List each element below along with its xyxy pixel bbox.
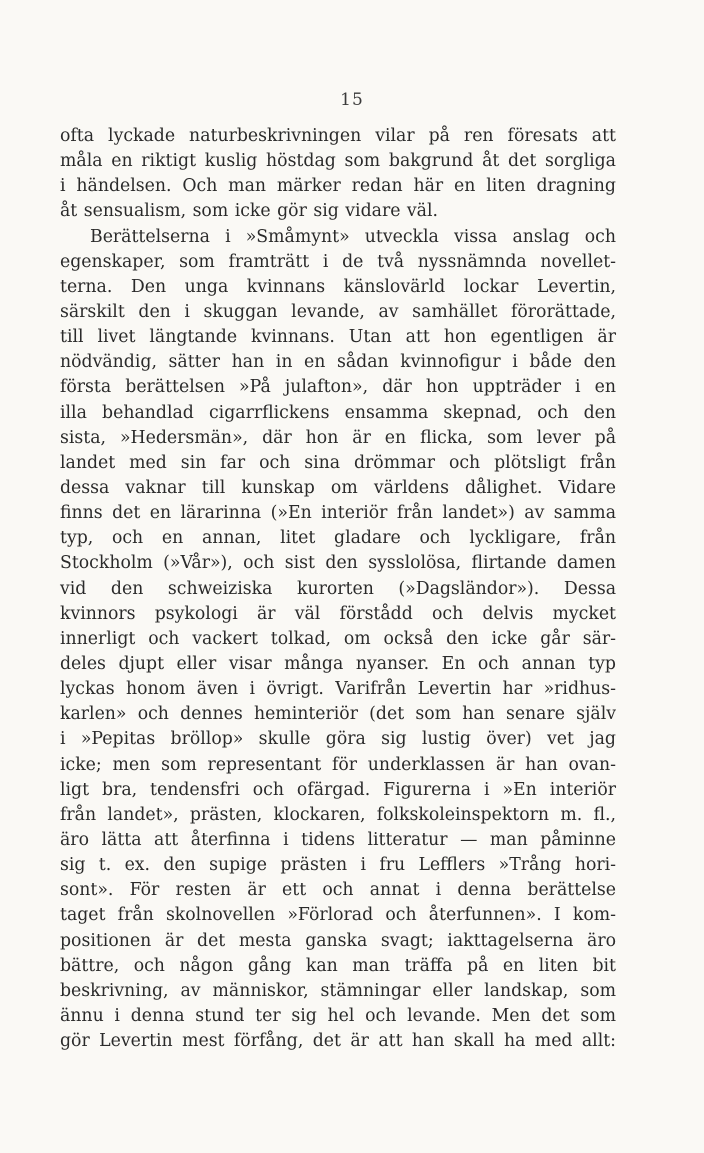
text-line: särskilt den i skuggan levande, av samhället förorättade, (60, 301, 616, 322)
text-line: terna. Den unga kvinnans känslovärld lockar Levertin, (60, 276, 616, 297)
text-line: beskrivning, av människor, stämningar eller landskap, som (60, 980, 616, 1001)
text-line: sont». För resten är ett och annat i denna berättelse (60, 880, 616, 901)
text-line: till livet längtande kvinnans. Utan att hon egentligen är (60, 327, 616, 348)
text-line: egenskaper, som framträtt i de två nyssnämnda novellet- (60, 251, 616, 272)
text-line: i händelsen. Och man märker redan här en liten dragning (60, 176, 616, 197)
text-line: Stockholm (»Vår»), och sist den sysslolösa, flirtande damen (60, 553, 616, 574)
text-line: landet med sin far och sina drömmar och plötsligt från (60, 452, 616, 473)
text-line: illa behandlad cigarrflickens ensamma skepnad, och den (60, 402, 616, 423)
text-line: äro lätta att återfinna i tidens litteratur — man påminne (60, 829, 616, 850)
text-line: första berättelsen »På julafton», där hon uppträder i en (60, 377, 616, 398)
text-line: i »Pepitas bröllop» skulle göra sig lustig över) vet jag (60, 729, 616, 750)
text-line: ofta lyckade naturbeskrivningen vilar på ren föresats att (60, 126, 616, 146)
text-line: ännu i denna stund ter sig hel och levande. Men det som (60, 1005, 616, 1026)
text-line: typ, och en annan, litet gladare och lyckligare, från (60, 528, 616, 549)
text-line: lyckas honom även i övrigt. Varifrån Levertin har »ridhus- (60, 679, 616, 700)
text-line: ligt bra, tendensfri och ofärgad. Figurerna i »En interiör (60, 779, 616, 800)
text-line: måla en riktigt kuslig höstdag som bakgrund åt det sorgliga (60, 151, 616, 172)
text-line: taget från skolnovellen »Förlorad och återfunnen». I kom- (60, 905, 616, 926)
text-line: finns det en lärarinna (»En interiör från landet») av samma (60, 503, 616, 524)
text-line: vid den schweiziska kurorten (»Dagsländor»). Dessa (60, 578, 616, 599)
page-number: 15 (340, 90, 364, 110)
text-line: icke; men som representant för underklassen är han ovan- (60, 754, 616, 775)
body-text (60, 124, 616, 1054)
text-line: gör Levertin mest förfång, det är att han skall ha med allt: (60, 1031, 616, 1052)
text-line: dessa vaknar till kunskap om världens dålighet. Vidare (60, 477, 616, 498)
text-line: innerligt och vackert tolkad, om också den icke går sär- (60, 628, 616, 649)
text-line: åt sensualism, som icke gör sig vidare väl. (60, 201, 439, 222)
text-line: Berättelserna i »Småmynt» utveckla vissa anslag och (90, 226, 616, 247)
text-line: deles djupt eller visar många nyanser. En och annan typ (60, 653, 616, 674)
text-line: från landet», prästen, klockaren, folkskoleinspektorn m. fl., (60, 804, 616, 825)
text-line: nödvändig, sätter han in en sådan kvinnofigur i både den (60, 352, 616, 373)
text-line: karlen» och dennes heminteriör (det som han senare själv (60, 704, 616, 725)
text-line: sista, »Hedersmän», där hon är en flicka, som lever på (60, 427, 616, 448)
text-line: positionen är det mesta ganska svagt; iakttagelserna äro (60, 930, 616, 951)
text-line: bättre, och någon gång kan man träffa på en liten bit (60, 955, 616, 976)
text-line: kvinnors psykologi är väl förstådd och delvis mycket (60, 603, 616, 624)
text-line: sig t. ex. den supige prästen i fru Lefflers »Trång hori- (60, 855, 616, 876)
